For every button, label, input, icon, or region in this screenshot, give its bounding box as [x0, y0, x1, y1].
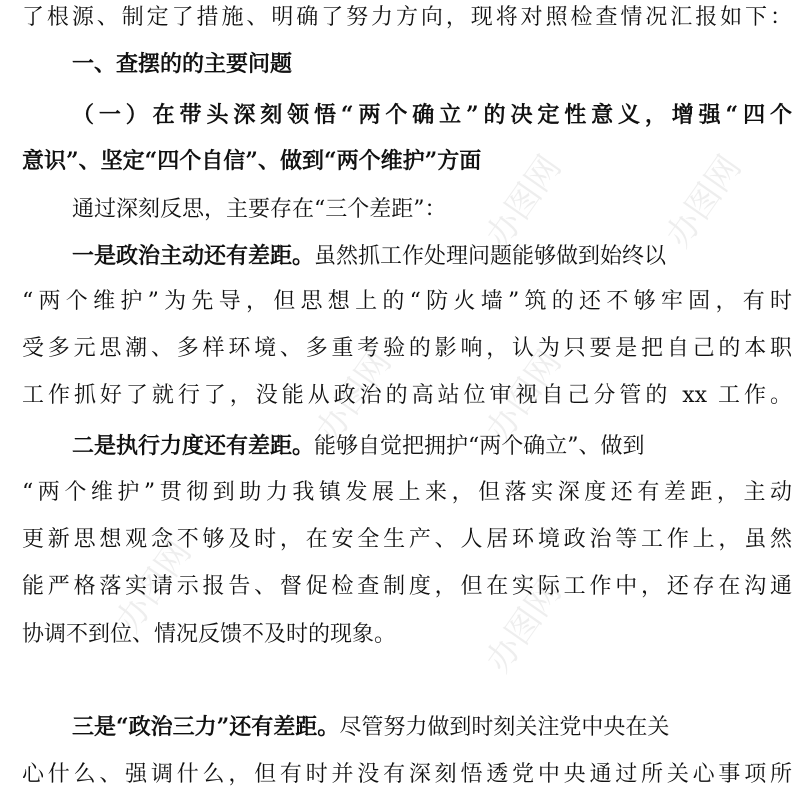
gap1-lead: 一是政治主动还有差距。 — [72, 243, 315, 269]
section-heading: 一、查摆的的主要问题 — [72, 51, 293, 77]
gap2-line-5: 协调不到位、情况反馈不及时的现象。 — [22, 622, 397, 647]
gap2-line-2: “两个维护”贯彻到助力我镇发展上来，但落实深度还有差距，主动 — [22, 480, 792, 505]
watermark: 办图网 — [108, 533, 200, 640]
gap1-line-3: 受多元思潮、多样环境、多重考验的影响，认为只要是把自己的本职 — [22, 336, 792, 361]
gap1-line-2: “两个维护”为先导，但思想上的“防火墙”筑的还不够牢固，有时 — [22, 289, 792, 314]
gap1-line-1 — [72, 238, 792, 274]
gap3-lead: 三是“政治三力”还有差距。 — [72, 714, 340, 740]
watermark: 办图网 — [478, 148, 570, 255]
gap1-line-1-rest: 虽然抓工作处理问题能够做到始终以 — [314, 244, 667, 269]
gap3-line-2: 心什么、强调什么，但有时并没有深刻悟透党中央通过所关心事项所 — [22, 762, 792, 787]
gap2-line-1 — [72, 428, 792, 464]
gap2-line-3: 更新思想观念不够及时，在安全生产、人居环境政治等工作上，虽然 — [22, 527, 792, 552]
gap2-lead: 二是执行力度还有差距。 — [72, 433, 315, 459]
watermark: 办图网 — [478, 343, 570, 450]
watermark: 办图网 — [658, 148, 750, 255]
watermark: 办图网 — [308, 343, 400, 450]
intro-tail: 了根源、制定了措施、明确了努力方向，现将对照检查情况汇报如下： — [22, 5, 792, 30]
gap2-line-1-rest: 能够自觉把拥护“两个确立”、做到 — [314, 434, 645, 459]
watermark: 办图网 — [478, 573, 570, 680]
subheading-line-1: （一）在带头深刻领悟“两个确立”的决定性意义，增强“四个 — [72, 102, 792, 128]
gap3-line-1-rest: 尽管努力做到时刻关注党中央在关 — [339, 715, 670, 740]
gap2-line-4: 能严格落实请示报告、督促检查制度，但在实际工作中，还存在沟通 — [22, 574, 792, 599]
gap3-line-1 — [72, 709, 792, 745]
gap1-line-4: 工作抓好了就行了，没能从政治的高站位审视自己分管的 xx 工作。 — [22, 383, 792, 408]
summary-text: 通过深刻反思，主要存在“三个差距”： — [72, 197, 447, 222]
subheading-line-2: 意识”、坚定“四个自信”、做到“两个维护”方面 — [22, 148, 482, 174]
